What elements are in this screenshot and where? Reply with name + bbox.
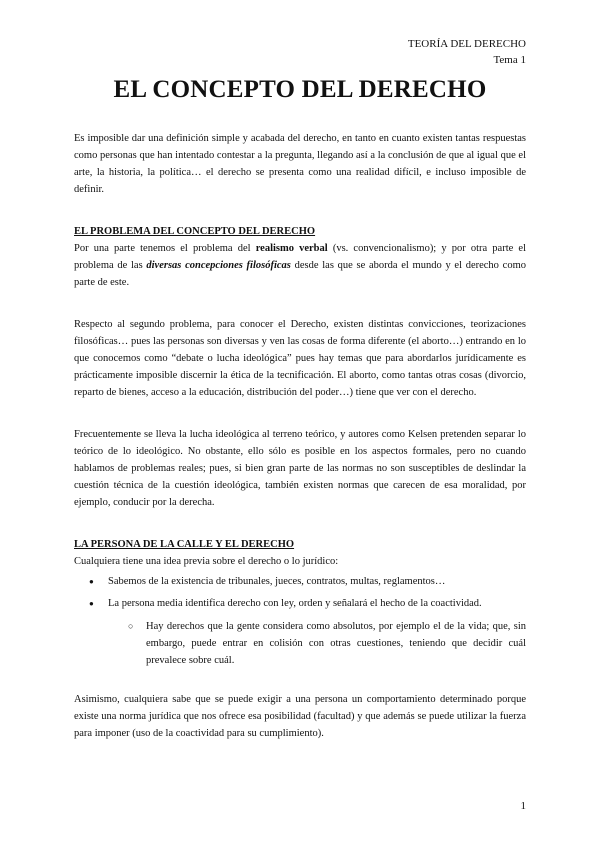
sub-bullet-list (108, 618, 526, 669)
section1-paragraph-3: Frecuentemente se lleva la lucha ideológica al terreno teórico, y autores como Kelsen pretenden separar lo teórico de lo ideológico. No obstante, ello sólo es posible en los aspectos formales, pero no cuando hablamos de problemas reales; pues, si bien gran parte de las normas no son susceptibles de deslindar la cuestión técnica de la cuestión ideológica, también existen normas que carecen de esa moralidad, por ejemplo, conducir por la derecha. (74, 429, 526, 508)
page-header (408, 36, 526, 68)
bold-term-concepciones: diversas concepciones filosóficas (146, 260, 291, 271)
sub-list-item: ○ Hay derechos que la gente considera como absolutos, por ejemplo el de la vida; que, sin embargo, puede entrar en colisión con otras cuestiones, teniendo que decidir cuál prevalece sobre cuál. (146, 618, 526, 669)
closing-paragraph: Asimismo, cualquiera sabe que se puede exigir a una persona un comportamiento determinado porque existe una norma jurídica que nos ofrece esa posibilidad (facultad) y que además se puede utilizar la fuerza para imponer (uso de la coactividad para su cumplimiento). (74, 694, 526, 739)
section2-lead: Cualquiera tiene una idea previa sobre el derecho o lo jurídico: (74, 556, 339, 567)
list-item: ● La persona media identifica derecho con ley, orden y señalará el hecho de la coactividad. ○ Hay derechos que la gente considera como absolutos, por ejemplo el de la vida; que, sin embargo, puede entrar en colisión con otras cuestiones, teniendo que decidir cuál prevalece sobre cuál. (108, 595, 526, 669)
section-heading-persona: LA PERSONA DE LA CALLE Y EL DERECHO (74, 539, 295, 550)
bold-term-realismo: realismo verbal (255, 243, 328, 254)
document-body (74, 130, 526, 742)
section1-paragraph-1: Por una parte tenemos el problema del realismo verbal (vs. convencionalismo); y por otra parte el problema de las diversas concepciones filosóficas desde las que se aborda el mundo y el derecho como parte de este. (74, 243, 527, 288)
header-course: TEORÍA DEL DERECHO (407, 38, 526, 50)
list-item: ● Sabemos de la existencia de tribunales, jueces, contratos, multas, reglamentos… (108, 573, 526, 590)
document-title: EL CONCEPTO DEL DERECHO (113, 76, 487, 103)
page-number: 1 (520, 800, 526, 812)
bullet-list (74, 573, 526, 669)
section-heading-problema: EL PROBLEMA DEL CONCEPTO DEL DERECHO (74, 226, 316, 237)
section1-paragraph-2: Respecto al segundo problema, para conocer el Derecho, existen distintas convicciones, teorizaciones filosóficas… pues las personas son diversas y ven las cosas de forma diferente (el aborto…) entrando en lo que conocemos como “debate o lucha ideológica” pues hay temas que para abordarlos jurídicamente es prácticamente imposible discernir la ética de la tecnificación. El aborto, como tantas otras cosas (divorcio, reparto de bienes, acceso a la educación, distribución del poder…) tiene que ver con el derecho. (74, 319, 526, 398)
header-topic: Tema 1 (493, 54, 526, 66)
intro-paragraph: Es imposible dar una definición simple y acabada del derecho, en tanto en cuanto existen tantas respuestas como personas que han intentado contestar a la pregunta, llegando así a la conclusión de que al igual que el arte, la historia, la política… el derecho se presenta como una realidad difícil, e incluso imposible de definir. (74, 133, 526, 195)
